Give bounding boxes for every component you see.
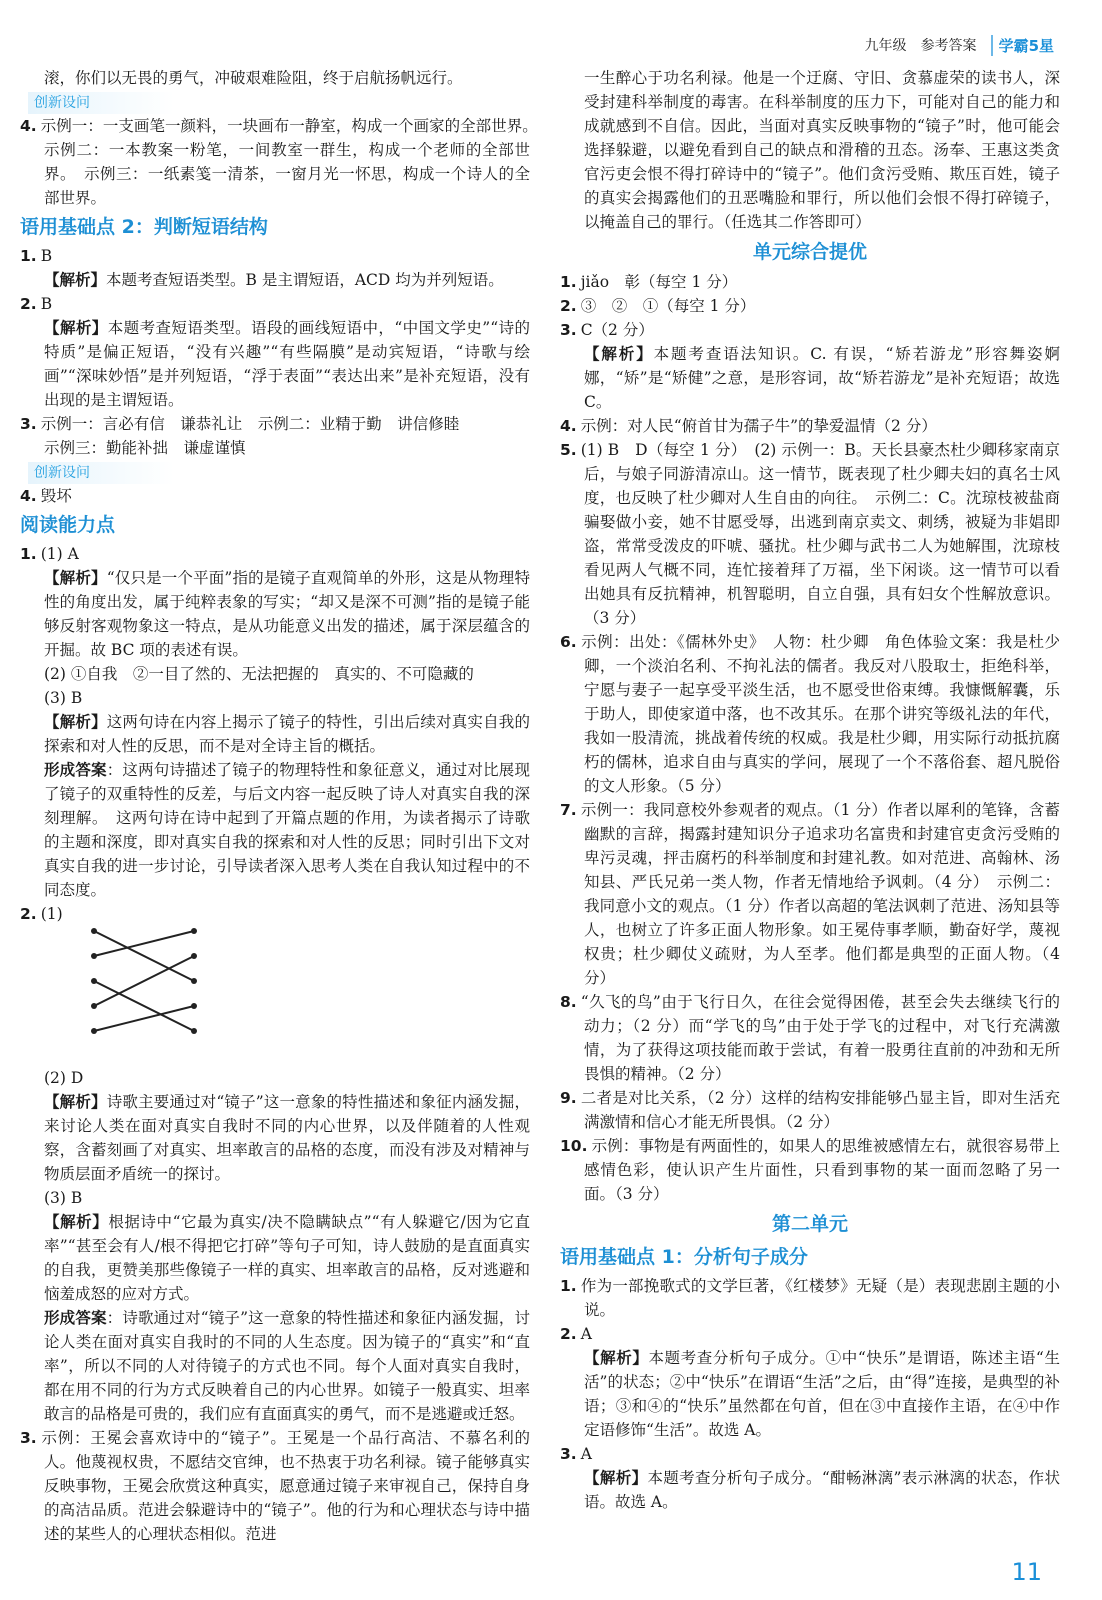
analysis-text: “仅只是一个平面”指的是镜子直观简单的外形，这是从物理特性的角度出发，属于纯粹表象的写实；“却又是深不可测”指的是镜子能够反射客观物象这一特点，是从功能意义出发的描述，属于深层蕴含的开掘。故 BC 项的表述有误。 [44, 569, 530, 659]
answer-item [560, 1322, 1060, 1346]
unit-title: 第二单元 [771, 1213, 848, 1235]
item-number: 5. [560, 441, 577, 459]
analysis [20, 1210, 530, 1306]
item-number: 1. [560, 1277, 577, 1295]
analysis [20, 1090, 530, 1186]
answer-item [20, 1426, 530, 1546]
item-number: 1. [560, 273, 577, 291]
match-line [94, 981, 194, 1031]
item-number: 6. [560, 633, 577, 651]
match-dot [91, 953, 97, 959]
analysis-tag: 【 解析 】 [44, 318, 108, 337]
analysis-text: 本题考查分析句子成分。“酣畅淋漓”表示淋漓的状态，作状语。故选 A。 [584, 1469, 1060, 1511]
grade-label: 九年级 [864, 38, 907, 54]
item-answer: (3) B [44, 1189, 83, 1207]
item-text: 示例：出处：《儒林外史》 人物：杜少卿 角色体验文案：我是杜少卿，一个淡泊名利、不拘礼法的儒者。我反对八股取士，拒绝科举，宁愿与妻子一起享受平淡生活，也不愿受世俗束缚。我慷慨解囊，乐于助人，即使家道中落，也不改其乐。在那个讲究等级礼法的年代，我如一股清流，挑战着传统的权威。我是杜少卿，用实际行动抵抗腐朽的儒林，追求自由与真实的学问，展现了一个不落俗套、超凡脱俗的文人形象。（5 分） [580, 633, 1060, 795]
item-number: 1. [20, 545, 37, 563]
answer-item [20, 412, 530, 436]
item-answer: B [40, 295, 53, 313]
match-dot [91, 1003, 97, 1009]
formed-answer-text: ：诗歌通过对“镜子”这一意象的特性描述和象征内涵发掘，讨论人类在面对真实自我时的不同的人生态度。因为镜子的“真实”和“直率”，所以不同的人对待镜子的方式也不同。每个人面对真实自我时，都在用不同的行为方式反映着自己的内心世界。如镜子一般真实、坦率敢言的品格是可贵的，我们应有直面真实的勇气，而不是逃避或迁怒。 [44, 1309, 530, 1423]
analysis [20, 710, 530, 758]
analysis [20, 268, 530, 292]
item-answer: 毁坏 [40, 487, 72, 505]
section-title: 阅读能力点 [20, 514, 116, 536]
item-text: 示例一：一支画笔一颜料，一块画布一静室，构成一个画家的全部世界。 示例二：一本教案一粉笔，一间教室一群生，构成一个老师的全部世界。 示例三：一纸素笺一清茶，一窗月光一怀思，构成一个诗人的全部世界。 [40, 117, 546, 207]
section-title: 语用基础点 1：分析句子成分 [560, 1246, 808, 1268]
item-answer: A [580, 1445, 592, 1463]
formed-answer-label: 形成答案 [44, 760, 107, 779]
match-dot [191, 1003, 197, 1009]
answer-item [20, 292, 530, 316]
item-answer: (1) A [40, 545, 79, 563]
item-answer: B [40, 247, 53, 265]
analysis-text: 诗歌主要通过对“镜子”这一意象的特性描述和象征内涵发掘，来讨论人类在面对真实自我时不同的内心世界，以及伴随着的人性观察，含蓄刻画了对真实、坦率敢言的品格的态度，而没有涉及对精神与物质层面矛盾统一的探讨。 [44, 1093, 530, 1183]
item-text: 二者是对比关系，（2 分）这样的结构安排能够凸显主旨，即对生活充满激情和信心才能无所畏惧。（2 分） [580, 1089, 1060, 1131]
item-answer: (3) B [44, 689, 83, 707]
formed-answer [20, 758, 530, 902]
item-number: 4. [20, 487, 37, 505]
paragraph: 滚，你们以无畏的勇气，冲破艰难险阻，终于启航扬帆远行。 [44, 69, 463, 87]
answer-item [560, 990, 1060, 1086]
analysis-tag: 【 解析 】 [44, 1212, 108, 1231]
analysis-tag: 【 解析 】 [44, 1092, 107, 1111]
item-text: 示例：王冕会喜欢诗中的“镜子”。王冕是一个品行高洁、不慕名利的人。他蔑视权贵，不愿结交官绅，也不热衷于功名利禄。镜子能够真实反映事物，王冕会欣赏这种真实，愿意通过镜子来审视自己，保持自身的高洁品质。范进会躲避诗中的“镜子”。他的行为和心理状态与诗中描述的某些人的心理状态相似。范进 [40, 1429, 530, 1543]
item-number: 3. [20, 415, 37, 433]
answer-item [560, 1274, 1060, 1322]
answer-item [560, 438, 1060, 630]
answer-item [560, 1086, 1060, 1134]
unit-review-title: 单元综合提优 [752, 241, 867, 263]
analysis [560, 342, 1060, 414]
item-answer: (1) [40, 905, 63, 923]
item-text: ③ ② ①（每空 1 分） [580, 297, 756, 315]
analysis-text: 根据诗中“它最为真实/决不隐瞒缺点”“有人躲避它/因为它直率”“甚至会有人/根不得把它打碎”等句子可知，诗人鼓励的是直面真实的自我，更赞美那些像镜子一样的真实、坦率敢言的品格，反对逃避和恼羞成怒的应对方式。 [44, 1213, 530, 1303]
analysis-text: 本题考查语法知识。C. 有误，“矫若游龙”形容舞姿婀娜，“矫”是“矫健”之意，是形容词，故“矫若游龙”是补充短语；故选 C。 [584, 345, 1060, 411]
answer-item [560, 630, 1060, 798]
analysis-tag: 【 解析 】 [584, 1348, 648, 1367]
item-number: 7. [560, 801, 577, 819]
item-number: 3. [560, 1445, 577, 1463]
item-answer: A [580, 1325, 592, 1343]
item-answer: C（2 分） [580, 321, 654, 339]
item-number: 2. [560, 1325, 577, 1343]
item-text: 示例：事物是有两面性的，如果人的思维被感情左右，就很容易带上感情色彩，使认识产生片面性，只看到事物的某一面而忽略了另一面。（3 分） [584, 1137, 1060, 1203]
item-number: 10. [560, 1137, 588, 1155]
match-dot [91, 928, 97, 934]
item-number: 3. [20, 1429, 37, 1447]
analysis-text: 本题考查短语类型。语段的画线短语中，“中国文学史”“诗的特质”是偏正短语，“没有兴趣”“有些隔膜”是动宾短语，“诗歌与绘画”“深味妙悟”是并列短语，“浮于表面”“表达出来”是补充短语，没有出现的是主谓短语。 [44, 319, 530, 409]
match-line [94, 956, 194, 1006]
match-line [94, 931, 194, 981]
answer-item [560, 1134, 1060, 1206]
match-line [94, 931, 194, 956]
innovation-label: 创新设问 [28, 462, 174, 484]
match-dot [91, 978, 97, 984]
analysis-text: 这两句诗在内容上揭示了镜子的特性，引出后续对真实自我的探索和对人性的反思，而不是对全诗主旨的概括。 [44, 713, 530, 755]
item-number: 2. [20, 905, 37, 923]
item-text: (1) B D（每空 1 分） (2) 示例一：B。天长县豪杰杜少卿移家南京后，与娘子同游清凉山。这一情节，既表现了杜少卿夫妇的真名士风度，也反映了杜少卿对人生自由的向往。 示例二：C。沈琼枝被盐商骗娶做小妾，她不甘愿受辱，出逃到南京卖文、刺绣，被疑为非娼即盗，常常受泼皮的吓唬、骚扰。杜少卿与武书二人为她解围，沈琼枝看见两人气概不同，连忙接着拜了万福，坐下闲谈。这一情节可以看出她具有反抗精神，机智聪明，自立自强，具有妇女个性解放意识。（3 分） [580, 441, 1060, 627]
item-text: 示例：对人民“俯首甘为孺子牛”的挚爱温情（2 分） [580, 417, 937, 435]
item-text: 示例一：我同意校外参观者的观点。（1 分）作者以犀利的笔锋，含蓄幽默的言辞，揭露封建知识分子追求功名富贵和封建官吏贪污受贿的卑污灵魂，抨击腐朽的科举制度和封建礼教。如对范进、高翰林、汤知县、严氏兄弟一类人物，作者无情地给予讽刺。（4 分） 示例二：我同意小文的观点。（1 分）作者以高超的笔法讽刺了范进、汤知县等人，也树立了许多正面人物形象。如王冕侍事孝顺，勤奋好学，蔑视权贵；杜少卿仗义疏财，为人至孝。他们都是典型的正面人物。（4 分） [580, 801, 1060, 987]
answer-item [560, 270, 1060, 294]
item-number: 4. [20, 117, 37, 135]
analysis [20, 566, 530, 662]
analysis-tag: 【 解析 】 [44, 568, 107, 587]
analysis [560, 1346, 1060, 1442]
match-line [94, 1006, 194, 1031]
answer-item [560, 294, 1060, 318]
item-number: 4. [560, 417, 577, 435]
analysis-tag: 【 解析 】 [584, 344, 654, 363]
match-dot [191, 953, 197, 959]
answer-item [560, 798, 1060, 990]
section-label: 参考答案 [920, 38, 977, 54]
analysis-text: 本题考查短语类型。B 是主谓短语，ACD 均为并列短语。 [106, 271, 504, 289]
section-title: 语用基础点 2：判断短语结构 [20, 216, 268, 238]
item-number: 2. [20, 295, 37, 313]
item-text: (2) ①自我 ②一目了然的、无法把握的 真实的、不可隐藏的 [44, 665, 474, 683]
item-text: jiǎo 彰（每空 1 分） [580, 273, 738, 291]
brand-logo: 学霸5星 [991, 35, 1054, 56]
formed-answer [20, 1306, 530, 1426]
left-column [20, 66, 546, 1546]
match-dot [191, 1028, 197, 1034]
match-dot [91, 1028, 97, 1034]
item-number: 1. [20, 247, 37, 265]
answer-item [20, 484, 530, 508]
right-column [560, 66, 1060, 1514]
paragraph: 一生醉心于功名利禄。他是一个迂腐、守旧、贪慕虚荣的读书人，深受封建科举制度的毒害。在科举制度的压力下，可能对自己的能力和成就感到不自信。因此，当面对真实反映事物的“镜子”时，他可能会选择躲避，以避免看到自己的缺点和滑稽的丑态。汤奉、王惠这类贪官污吏会恨不得打碎诗中的“镜子”。他们贪污受贿、欺压百姓，镜子的真实会揭露他们的丑恶嘴脸和罪行，所以他们会恨不得打碎镜子，以掩盖自己的罪行。（任选其二作答即可） [584, 69, 1060, 231]
page-number: 11 [1011, 1558, 1042, 1586]
analysis-tag: 【 解析 】 [584, 1468, 647, 1487]
item-answer: (2) D [44, 1069, 84, 1087]
innovation-label: 创新设问 [28, 92, 174, 114]
analysis [20, 316, 530, 412]
item-number: 3. [560, 321, 577, 339]
item-number: 8. [560, 993, 577, 1011]
answer-item [20, 244, 530, 268]
item-number: 2. [560, 297, 577, 315]
match-dot [191, 928, 197, 934]
answer-item [560, 414, 1060, 438]
analysis-tag: 【 解析 】 [44, 270, 106, 289]
item-text: 作为一部挽歌式的文学巨著，《红楼梦》无疑（是）表现悲剧主题的小说。 [580, 1277, 1060, 1319]
match-dot [191, 978, 197, 984]
answer-item [20, 114, 546, 210]
formed-answer-label: 形成答案 [44, 1308, 107, 1327]
analysis [560, 1466, 1060, 1514]
analysis-tag: 【 解析 】 [44, 712, 107, 731]
item-text: “久飞的鸟”由于飞行日久，在往会觉得困倦，甚至会失去继续飞行的动力；（2 分）而“学飞的鸟”由于处于学飞的过程中，对飞行充满激情，为了获得这项技能而敢于尝试，有着一股勇往直前的冲劲和无所畏惧的精神。（2 分） [580, 993, 1060, 1083]
item-text: 示例一：言必有信 谦恭礼让 示例二：业精于勤 讲信修睦 [40, 415, 460, 433]
item-text: 示例三：勤能补拙 谦虚谨慎 [44, 439, 246, 457]
formed-answer-text: ：这两句诗描述了镜子的物理特性和象征意义，通过对比展现了镜子的双重特性的反差，与后文内容一起反映了诗人对真实自我的深刻理解。 这两句诗在诗中起到了开篇点题的作用，为读者揭示了诗歌的主题和深度，即对真实自我的探索和对人性的反思；同时引出下文对真实自我的进一步讨论，引导读者深入思考人类在自我认知过程中的不同态度。 [44, 761, 530, 899]
matching-lines [84, 926, 204, 1056]
answer-item [560, 1442, 1060, 1466]
page-header [865, 34, 1054, 56]
answer-item [20, 902, 530, 926]
answer-item [20, 542, 530, 566]
analysis-text: 本题考查分析句子成分。①中“快乐”是谓语，陈述主语“生活”的状态；②中“快乐”在谓语“生活”之后，由“得”连接，是典型的补语；③和④的“快乐”虽然都在句首，但在③中直接作主语，在④中作定语修饰“生活”。故选 A。 [584, 1349, 1060, 1439]
matching-diagram [44, 926, 530, 1066]
answer-item [560, 318, 1060, 342]
item-number: 9. [560, 1089, 577, 1107]
